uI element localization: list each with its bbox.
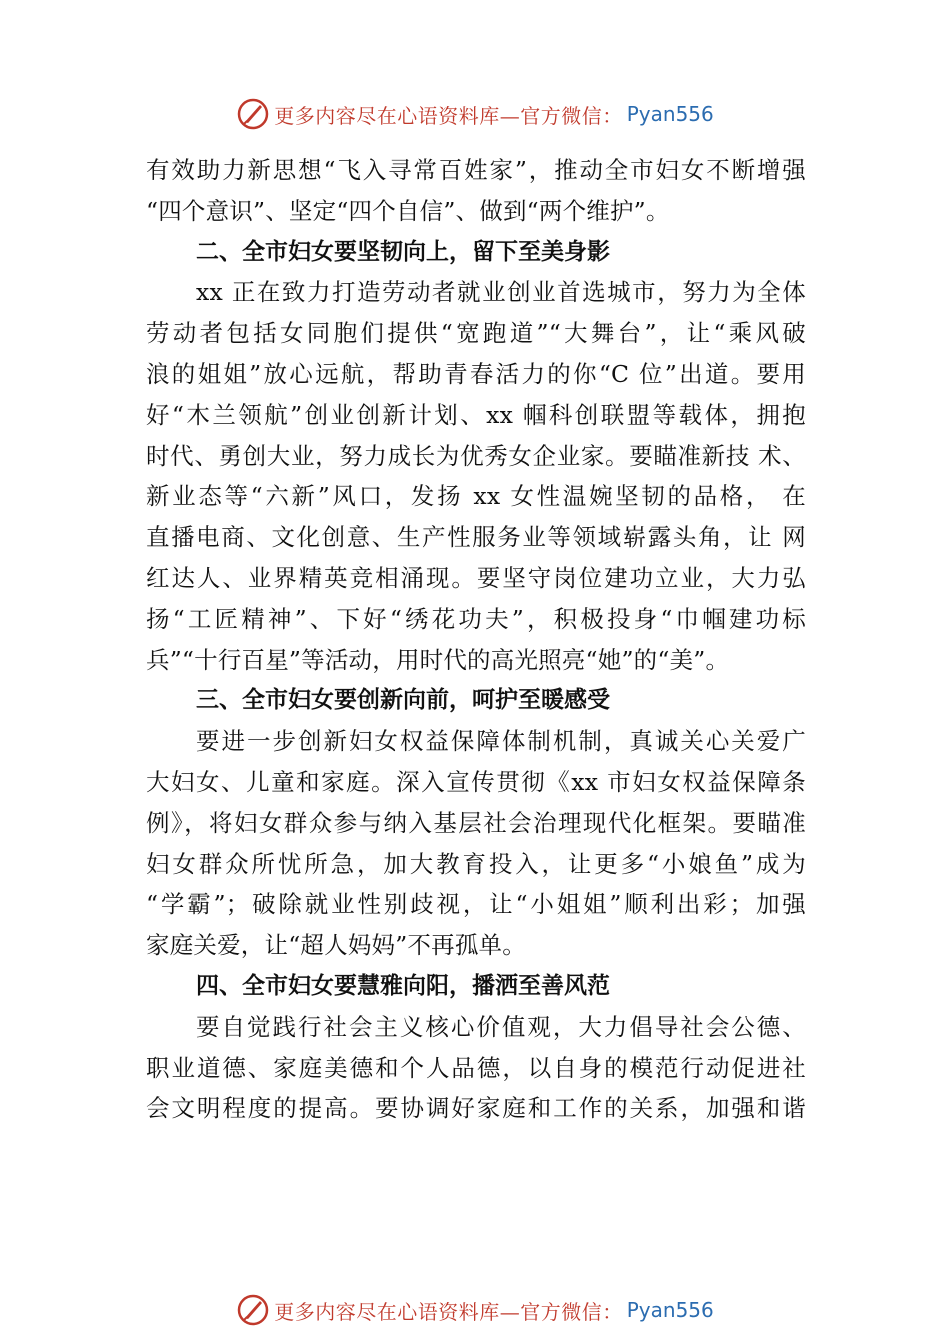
watermark-id: Pyan556 — [626, 102, 714, 126]
watermark-banner-bottom — [0, 1290, 950, 1330]
section-heading: 二、全市妇女要坚韧向上，留下至美身影 — [196, 238, 610, 265]
watermark-id: Pyan556 — [626, 1298, 714, 1322]
body-text-line: “学霸”；破除就业性别歧视，让“小姐姐”顺利出彩；加强 — [146, 890, 806, 919]
body-text-line: 要进一步创新妇女权益保障体制机制，真诚关心关爱广 — [196, 727, 806, 756]
body-text-line: 大妇女、儿童和家庭。深入宣传贯彻《xx 市妇女权益保障条 — [146, 767, 806, 796]
body-text-line: 家庭关爱，让“超人妈妈”不再孤单。 — [146, 931, 526, 960]
watermark-text: 更多内容尽在心语资料库—官方微信： — [274, 1299, 623, 1324]
body-text-line: 新业态等“六新”风口，发扬 xx 女性温婉坚韧的品格， 在 — [146, 482, 806, 511]
body-text-line: 浪的姐姐”放心远航，帮助青春活力的你“C 位”出道。要用 — [146, 359, 806, 388]
document-body — [146, 150, 806, 1129]
body-text-line: 要自觉践行社会主义核心价值观，大力倡导社会公德、 — [196, 1012, 806, 1041]
section-heading: 四、全市妇女要慧雅向阳，播洒至善风范 — [196, 972, 610, 999]
body-text-line: 劳动者包括女同胞们提供“宽跑道”“大舞台”，让“乘风破 — [146, 319, 806, 348]
section-heading: 三、全市妇女要创新向前，呵护至暖感受 — [196, 687, 610, 714]
quill-seal-icon — [236, 97, 270, 131]
body-text-line: 红达人、业界精英竞相涌现。要坚守岗位建功立业，大力弘 — [146, 563, 806, 592]
body-text-line: 兵”“十行百星”等活动，用时代的高光照亮“她”的“美”。 — [146, 645, 730, 674]
body-text-line: 扬“工匠精神”、下好“绣花功夫”，积极投身“巾帼建功标 — [146, 604, 806, 633]
body-text-line: 例》，将妇女群众参与纳入基层社会治理现代化框架。要瞄准 — [146, 808, 806, 837]
body-text-line: “四个意识”、坚定“四个自信”、做到“两个维护”。 — [146, 196, 670, 225]
watermark-text: 更多内容尽在心语资料库—官方微信： — [274, 103, 623, 128]
watermark-banner-top — [0, 94, 950, 134]
body-text-line: xx 正在致力打造劳动者就业创业首选城市，努力为全体 — [196, 278, 806, 307]
body-text-line: 有效助力新思想“飞入寻常百姓家”，推动全市妇女不断增强 — [146, 156, 806, 184]
body-text-line: 时代、勇创大业，努力成长为优秀女企业家。要瞄准新技 术、 — [146, 441, 806, 470]
body-text-line: 职业道德、家庭美德和个人品德，以自身的模范行动促进社 — [146, 1053, 806, 1082]
body-text-line: 直播电商、文化创意、生产性服务业等领域崭露头角，让 网 — [146, 523, 806, 552]
body-text-line: 会文明程度的提高。要协调好家庭和工作的关系，加强和谐 — [146, 1094, 806, 1123]
body-text-line: 好“木兰领航”创业创新计划、xx 帼科创联盟等载体，拥抱 — [146, 400, 806, 429]
quill-seal-icon — [236, 1293, 270, 1327]
body-text-line: 妇女群众所忧所急，加大教育投入，让更多“小娘鱼”成为 — [146, 849, 806, 878]
